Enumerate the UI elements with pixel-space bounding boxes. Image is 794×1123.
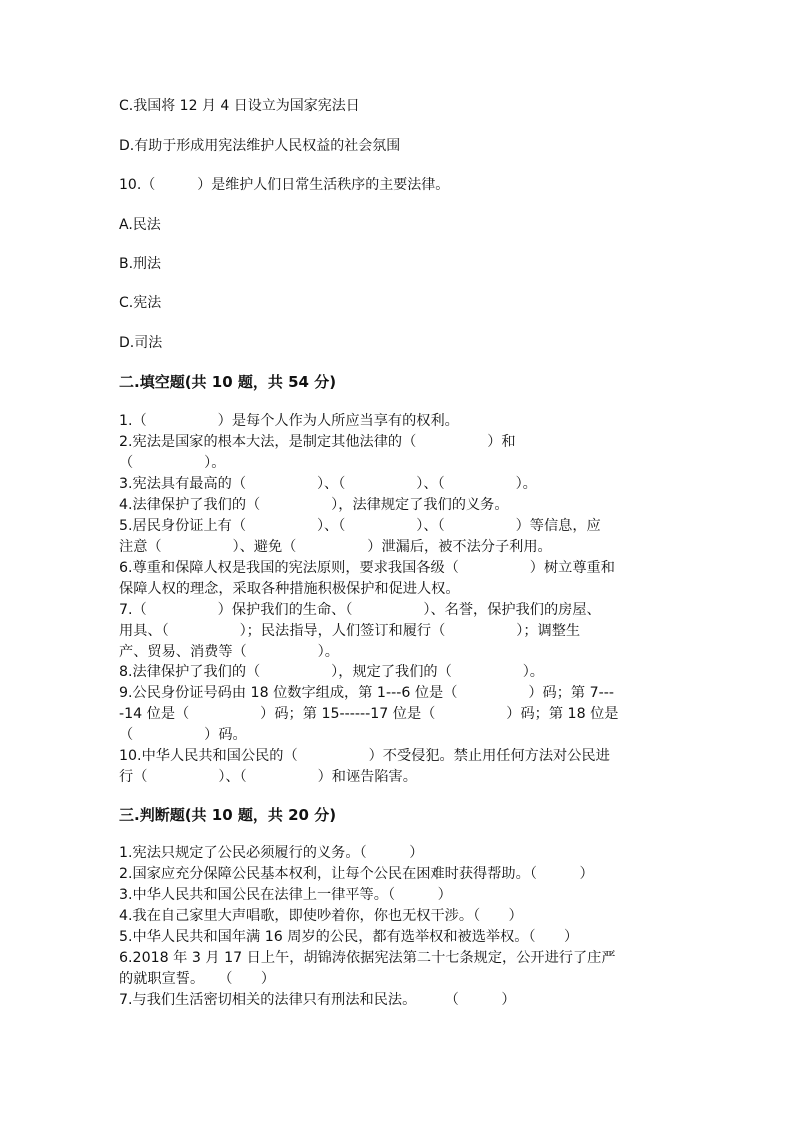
q10-stem: 10.（ ）是维护人们日常生活秩序的主要法律。 <box>119 177 450 193</box>
fill-line: 8.法律保护了我们的（ ），规定了我们的（ ）。 <box>119 664 544 680</box>
fill-line: （ ）码。 <box>119 727 247 743</box>
fill-line: 7.（ ）保护我们的生命、（ ）、名誉，保护我们的房屋、 <box>119 602 601 618</box>
q9-option-d: D.有助于形成用宪法维护人民权益的社会氛围 <box>119 138 401 154</box>
fill-line: 3.宪法具有最高的（ ）、（ ）、（ ）。 <box>119 476 537 492</box>
fill-line: 注意（ ）、避免（ ）泄漏后，被不法分子利用。 <box>119 539 552 555</box>
fill-line: 用具、（ ）；民法指导，人们签订和履行（ ）；调整生 <box>119 623 581 639</box>
fill-line: 9.公民身份证号码由 18 位数字组成，第 1---6 位是（ ）码；第 7--- <box>119 685 614 701</box>
fill-line: 5.居民身份证上有（ ）、（ ）、（ ）等信息，应 <box>119 518 601 534</box>
judge-line: 2.国家应充分保障公民基本权利，让每个公民在困难时获得帮助。（ ） <box>119 866 594 882</box>
section-heading-true-false: 三.判断题(共 10 题，共 20 分) <box>119 806 337 824</box>
q9-option-c: C.我国将 12 月 4 日设立为国家宪法日 <box>119 98 360 114</box>
judge-line: 3.中华人民共和国公民在法律上一律平等。（ ） <box>119 887 452 903</box>
q10-option-d: D.司法 <box>119 335 163 351</box>
judge-line: 1.宪法只规定了公民必须履行的义务。（ ） <box>119 845 424 861</box>
judge-line: 6.2018 年 3 月 17 日上午，胡锦涛依据宪法第二十七条规定，公开进行了庄严 <box>119 950 616 966</box>
section-heading-fill-blank: 二.填空题(共 10 题，共 54 分) <box>119 373 337 391</box>
fill-line: 行（ ）、（ ）和诬告陷害。 <box>119 769 417 785</box>
q10-option-b: B.刑法 <box>119 256 162 272</box>
fill-line: 产、贸易、消费等（ ）。 <box>119 644 339 660</box>
judge-line: 4.我在自己家里大声唱歌，即使吵着你，你也无权干涉。（ ） <box>119 908 523 924</box>
fill-line: 2.宪法是国家的根本大法，是制定其他法律的（ ）和 <box>119 434 516 450</box>
q10-option-a: A.民法 <box>119 217 161 233</box>
fill-line: 6.尊重和保障人权是我国的宪法原则，要求我国各级（ ）树立尊重和 <box>119 560 615 576</box>
judge-line: 7.与我们生活密切相关的法律只有刑法和民法。 （ ） <box>119 992 516 1008</box>
judge-line: 5.中华人民共和国年满 16 周岁的公民，都有选举权和被选举权。（ ） <box>119 929 579 945</box>
judge-line: 的就职宣誓。 （ ） <box>119 971 276 987</box>
fill-line: 1.（ ）是每个人作为人所应当享有的权利。 <box>119 413 459 429</box>
q10-option-c: C.宪法 <box>119 295 162 311</box>
fill-line: 保障人权的理念，采取各种措施积极保护和促进人权。 <box>119 581 460 597</box>
fill-line: -14 位是（ ）码；第 15------17 位是（ ）码；第 18 位是 <box>119 706 619 722</box>
fill-line: 4.法律保护了我们的（ ），法律规定了我们的义务。 <box>119 497 509 513</box>
fill-line: （ ）。 <box>119 455 226 471</box>
fill-line: 10.中华人民共和国公民的（ ）不受侵犯。禁止用任何方法对公民进 <box>119 748 610 764</box>
